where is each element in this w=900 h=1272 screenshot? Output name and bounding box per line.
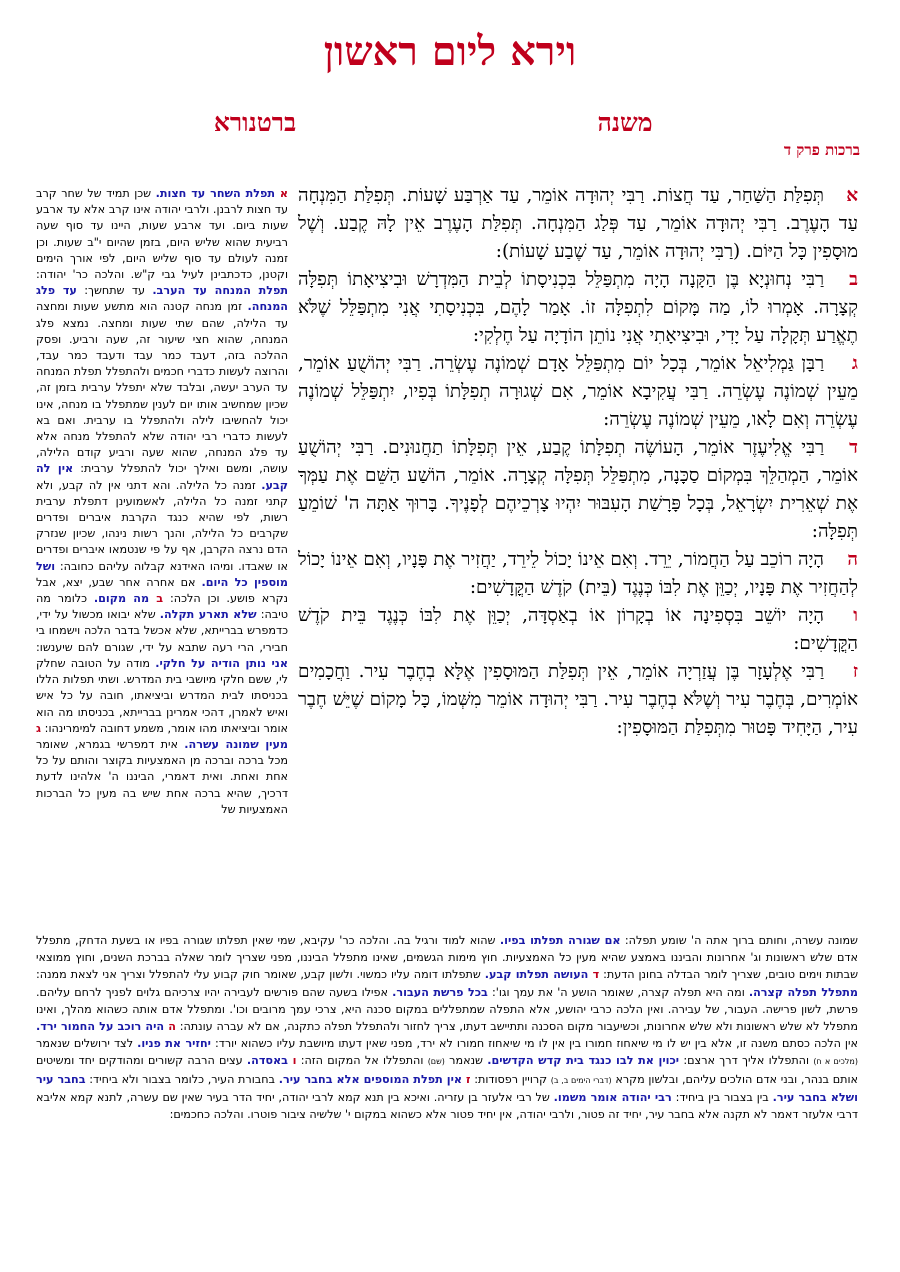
dibur-hamatchil: תפלת המנחה עד הערב. <box>152 284 288 298</box>
dibur-hamatchil: אם שגורה תפלתו בפיו. <box>499 934 621 947</box>
commentary-text: (מלכים א ח) <box>813 1057 858 1067</box>
commentary-text: שכן תמיד של שחר קרב עד חצות לרבנן. ולרבי יהודה אינו קרב אלא עד ארבע שעות ביום. ועד ארבע שעות, היינו עד סוף שעה רביעית שהוא שליש היום, בזמן שהיום י"ב שעות. וכן זמנה לעולם עד סוף שליש היום, לפי אורך הימים וקטנן, כדכתבינן לעיל גבי ק"ש. והלכה כר' יהודה: <box>36 187 288 282</box>
dibur-hamatchil: העושה תפלתו קבע. <box>484 968 589 982</box>
bartenura-continuation <box>36 932 858 1123</box>
mishna-ref-marker: א <box>274 187 288 200</box>
mishna-marker: ה <box>847 549 858 570</box>
commentary-text: אין הלכה כסתם משנה זו, אלא בין יש לו מי שיאחוז חמורו בין אין לו מי שיאחוז חמורו לא ירד, מפני שאין דעתו מיושבת עליו כשהוא יורד: <box>210 1037 858 1051</box>
mishna-marker: ב <box>849 269 858 290</box>
commentary-text: והתפללו אליך דרך ארצם: <box>679 1054 814 1068</box>
commentary-text: שלא יבואו מכשול על ידי, כדמפרש בברייתא, שלא אכשל בדבר הלכה וישמחו בי חבירי, הרי רעה שתבא על ידי, שגורם להם שיענשו: <box>36 608 288 654</box>
commentary-text: שהוא למוד ורגיל בה. והלכה כר' עקיבא, שמי שאין תפלתו שגורה בפיו או בשעת הדחק, מתפלל אדם שלש ראשונות וג' אחרונות והביננו באמצע שהיא מעין כל האמצעיות. חוץ מימות הגשמים, שאינו מתפלל הביננו, מפני שצריך לומר שאלה בברכת השנים, וחוץ ממוצאי שבתות וימים טובים, שצריך לומר הבדלה בחונן הדעת: <box>36 934 858 982</box>
commentary-text: שמונה עשרה, וחותם ברוך אתה ה' שומע תפלה: <box>620 934 858 947</box>
mishna-body: תְּפִלַּת הַשַּׁחַר, עַד חֲצוֹת. רַבִּי יְהוּדָה אוֹמֵר, עַד אַרְבַּע שָׁעוֹת. תְּפִלַּת הַמִּנְחָה עַד הָעֶרֶב. רַבִּי יְהוּדָה אוֹמֵר, עַד פְּלַג הַמִּנְחָה. תְּפִלַּת הָעֶרֶב אֵין לָהּ קֶבַע. וְשֶׁל מוּסָפִין כָּל הַיּוֹם. (רַבִּי יְהוּדָה אוֹמֵר, עַד שֶׁבַע שָׁעוֹת): <box>298 185 858 262</box>
mishna-ref-marker: ד <box>588 968 600 982</box>
commentary-text: שנאמר <box>444 1054 488 1068</box>
mishna-ref-marker: ב <box>149 592 164 606</box>
dibur-hamatchil: מעין שמונה עשרה. <box>184 737 288 751</box>
dibur-hamatchil: מה מקום. <box>93 592 150 606</box>
commentary-text: קרויין רפסודות: <box>470 1072 551 1086</box>
commentary-text: (שם) <box>427 1057 445 1067</box>
commentary-text: אפילו בשעה שהם פורשים לעבירה יהיו צרכיהם גלוים לפניך לרחם עליהם. פרשת, לשון פרישה. העבור, של עבירה. ואין הלכה כרבי יהושע, אלא התפלה שמתפללים במקום סכנה היא, צרכי עמך מרובים וכו'. ומתפלל אדם אותה כשהוא מהלך, ואינו מתפלל לא שלש ראשונות ולא שלש אחרונות, וכשיעבור מקום הסכנה ותתיישב דעתו, צריך לחזור ולהתפלל תפלה כתקנה, אם לא עברה עונתה: <box>36 985 858 1034</box>
mishna-ref-marker: ג <box>36 721 41 735</box>
dibur-hamatchil: רבי יהודה אומר משמו. <box>553 1090 672 1104</box>
commentary-text: עצים הרבה קשורים ומהודקים יחד ומשיטים אותם בנהר, ובני אדם הולכים עליהם, ובלשון מקרא <box>36 1054 858 1086</box>
commentary-text: זמנה כל הלילה. והא דתני אין לה קבע, ולא קתני זמנה כל הלילה, לאשמועינן דתפלת ערבית רשות, לפי שהיא כנגד הקרבת איברים ופדרים שקרבים כל הלילה, והנך רשות נינהו, שכיון שנזרק הדם נרצה הקרבן, אף על פי שנטמאו איברים ופדרים או שאבדו. ומיהו האידנא קבלוה עליהם כחובה: <box>36 478 288 573</box>
mishna-ref-marker: ז <box>462 1072 471 1086</box>
commentary-text: כלומר מה טיבה: <box>36 592 289 622</box>
mishna-paragraph <box>298 434 858 546</box>
bartenura-commentary <box>36 186 288 818</box>
dibur-hamatchil: בכל פרשת העבור. <box>392 985 488 999</box>
mishna-marker: ו <box>853 605 858 626</box>
commentary-text: בחבורת העיר, כלומר בצבור ולא ביחיד: <box>85 1072 279 1086</box>
mishna-marker: א <box>846 185 858 206</box>
page-title: וירא ליום ראשון <box>323 28 577 75</box>
mishna-body: הָיָה יוֹשֵׁב בִּסְפִינָה אוֹ בְקָרוֹן אוֹ בְאַסְדָּה, יְכַוֵּן אֶת לִבּוֹ כְּנֶגֶד בֵּית קֹדֶשׁ הַקֳּדָשִׁים: <box>298 605 858 654</box>
commentary-text: בין בצבור בין ביחיד: <box>671 1090 773 1104</box>
mishna-marker: ד <box>849 437 858 458</box>
commentary-text: לצד ירושלים שנאמר <box>36 1037 138 1051</box>
dibur-hamatchil: עד פלג המנחה. <box>36 284 288 314</box>
commentary-text: אית דמפרשי בגמרא, שאומר מכל ברכה וברכה מן האמצעיות בקוצר והותם על כל אחת ואחת. ואית דאמרי, הביננו ה' אלהינו לדעת דרכיך, שהיא ברכה אחת שיש בה מעין כל הברכות האמצעיות של <box>36 737 288 816</box>
commentary-text: מודה על הטובה שחלק לי, ששם חלקי מיושבי בית המדרש. ושתי תפלות הללו בכניסתו לבית המדרש וביציאתו, חובה על כל איש ואיש לאמרן, דהכי אמרינן בברייתא, בכניסתו מה הוא אומר וביציאתו מהו אומר, משמע דחובה למימרינהו: <box>36 656 288 735</box>
mishna-paragraph <box>298 182 858 266</box>
mishna-ref-marker: ו <box>288 1054 297 1068</box>
commentary-text: אם אחרה אחר שבע, יצא, אבל נקרא פושע. וכן הלכה: <box>36 575 288 606</box>
dibur-hamatchil: יחזיר את פניו. <box>137 1037 211 1051</box>
mishna-marker: ג <box>851 353 858 374</box>
commentary-text: שתפלתו דומה עליו כמשוי. ולשון קבע, שאומר חוק קבוע עלי להתפלל וצריך אני לצאת ממנה: <box>36 968 485 982</box>
commentary-text: עד שתחשך: <box>76 284 153 298</box>
mishna-body: רַבִּי אֱלִיעֶזֶר אוֹמֵר, הָעוֹשֶׂה תְפִלָּתוֹ קֶבַע, אֵין תְּפִלָּתוֹ תַחֲנוּנִים. רַבִּי יְהוֹשֻׁעַ אוֹמֵר, הַמְהַלֵּךְ בִּמְקוֹם סַכָּנָה, מִתְפַּלֵּל תְּפִלָּה קְצָרָה. אוֹמֵר, הוֹשַׁע הַשֵּׁם אֶת עַמְּךָ אֶת שְׁאֵרִית יִשְׂרָאֵל, בְּכָל פָּרָשַׁת הָעִבּוּר יִהְיוּ צָרְכֵיהֶם לְפָנֶיךָ. בָּרוּךְ אַתָּה ה' שׁוֹמֵעַ תְּפִלָּה: <box>298 437 858 542</box>
dibur-hamatchil: מתפלל תפלה קצרה. <box>748 985 858 999</box>
mishna-paragraph <box>298 658 858 742</box>
mishna-paragraph <box>298 546 858 602</box>
mishna-marker: ז <box>852 661 858 682</box>
mishna-ref-marker: ה <box>164 1020 176 1034</box>
commentary-text: של רבי אלעזר בן עזריה. ואיכא בין תנא קמא לרבי יהודה, יחיד הדר בעיר שאין שם עשרה, לתנא קמא אליבא דרבי אלעזר דאמר לא תקנה אלא בחבר עיר, יחיד זה פטור, ולרבי יהודה, אין יחיד פטור אלא כשהוא במקום י' שלשיה ציבור פוטרו. והלכה כחכמים: <box>36 1090 858 1122</box>
commentary-text: ומה היא תפלה קצרה, שאומר הושע ה' את עמך וגו': <box>487 985 749 999</box>
dibur-hamatchil: היה רוכב על החמור ירד. <box>36 1020 165 1034</box>
dibur-hamatchil: אני נותן הודיה על חלקי. <box>155 656 288 670</box>
mishna-body: רַבָּן גַּמְלִיאֵל אוֹמֵר, בְּכָל יוֹם מִתְפַּלֵּל אָדָם שְׁמוֹנֶה עֶשְׂרֵה. רַבִּי יְהוֹשֻׁעַ אוֹמֵר, מֵעֵין שְׁמוֹנֶה עֶשְׂרֵה. רַבִּי עֲקִיבָא אוֹמֵר, אִם שְׁגוּרָה תְפִלָּתוֹ בְּפִיו, יִתְפַּלֵּל שְׁמוֹנֶה עֶשְׂרֵה וְאִם לָאו, מֵעֵין שְׁמוֹנֶה עֶשְׂרֵה: <box>298 353 858 430</box>
dibur-hamatchil: באסדה. <box>246 1054 288 1068</box>
dibur-hamatchil: אין תפלת המוספים אלא בחבר עיר. <box>278 1072 463 1086</box>
mishna-text <box>298 182 858 742</box>
dibur-hamatchil: בחבר עיר ושלא בחבר עיר. <box>36 1072 858 1104</box>
mishna-paragraph <box>298 266 858 350</box>
dibur-hamatchil: תפלת השחר עד חצות. <box>155 187 275 200</box>
dibur-hamatchil: אין לה קבע. <box>36 462 288 492</box>
commentary-text: והתפללו אל המקום הזה: <box>296 1054 428 1068</box>
mishna-body: רַבִּי נְחוּנְיָא בֶּן הַקָּנָה הָיָה מִתְפַּלֵּל בִּכְנִיסָתוֹ לְבֵית הַמִּדְרָשׁ וּבִיצִיאָתוֹ תְּפִלָּה קְצָרָה. אָמְרוּ לוֹ, מַה מָּקוֹם לִתְפִלָּה זוֹ. אָמַר לָהֶם, בִּכְנִיסָתִי אֲנִי מִתְפַּלֵּל שֶׁלֹּא תֶאֱרַע תְּקָלָה עַל יָדִי, וּבִיצִיאָתִי אֲנִי נוֹתֵן הוֹדָיָה עַל חֶלְקִי: <box>298 269 858 346</box>
mishna-paragraph <box>298 350 858 434</box>
commentary-text: (דברי הימים ב, ב) <box>550 1075 612 1085</box>
mishna-body: רַבִּי אֶלְעָזָר בֶּן עֲזַרְיָה אוֹמֵר, אֵין תְּפִלַּת הַמּוּסָפִין אֶלָּא בְחֶבֶר עִיר. וַחֲכָמִים אוֹמְרִים, בְּחֶבֶר עִיר וְשֶׁלֹּא בְחֶבֶר עִיר. רַבִּי יְהוּדָה אוֹמֵר מִשְּׁמוֹ, כָּל מָקוֹם שֶׁיֵּשׁ חֶבֶר עִיר, הַיָּחִיד פָּטוּר מִתְּפִלַּת הַמּוּסָפִין: <box>298 661 858 738</box>
mishna-body: הָיָה רוֹכֵב עַל הַחֲמוֹר, יֵרֵד. וְאִם אֵינוֹ יָכוֹל לֵירֵד, יַחֲזִיר אֶת פָּנָיו, וְאִם אֵינוֹ יָכוֹל לְהַחֲזִיר אֶת פָּנָיו, יְכַוֵּן אֶת לִבּוֹ כְּנֶגֶד (בֵּית) קֹדֶשׁ הַקֳּדָשִׁים: <box>298 549 858 598</box>
mishna-paragraph <box>298 602 858 658</box>
commentary-text: זמן מנחה קטנה הוא מתשע שעות ומחצה עד הלילה, שהם שתי שעות ומחצה. נמצא פלג המנחה, שהוא חצי שיעור זה, שעה ורביע. ופסק ההלכה בזה, דעבד כמר עבד ודעבד כמר עבד, והרוצה לעשות כדברי חכמים ולהתפלל תפלת המנחה עד הערב יעשה, ובלבד שלא יתפלל ערבית בזמן זה, שכיון שמחשיב אותו יום לענין שמתפלל בו מנחה, אינו יכול להחשיבו לילה ולהתפלל בו ערבית. ואם בא לעשות כדברי רבי יהודה שלא להתפלל מנחה אלא עד פלג המנחה, שהוא שעה ורביע קודם הלילה, עושה, ומשם ואילך יכול להתפלל ערבית: <box>36 300 288 476</box>
chapter-subtitle: ברכות פרק ד <box>783 141 860 159</box>
dibur-hamatchil: שלא תארע תקלה. <box>159 608 257 622</box>
mishna-column-heading: משנה <box>597 108 653 137</box>
dibur-hamatchil: ושל מוספין כל היום. <box>36 559 288 589</box>
bartenura-column-heading: ברטנורא <box>213 108 297 137</box>
dibur-hamatchil: יכוין את לבו כנגד בית קדש הקדשים. <box>487 1054 680 1068</box>
